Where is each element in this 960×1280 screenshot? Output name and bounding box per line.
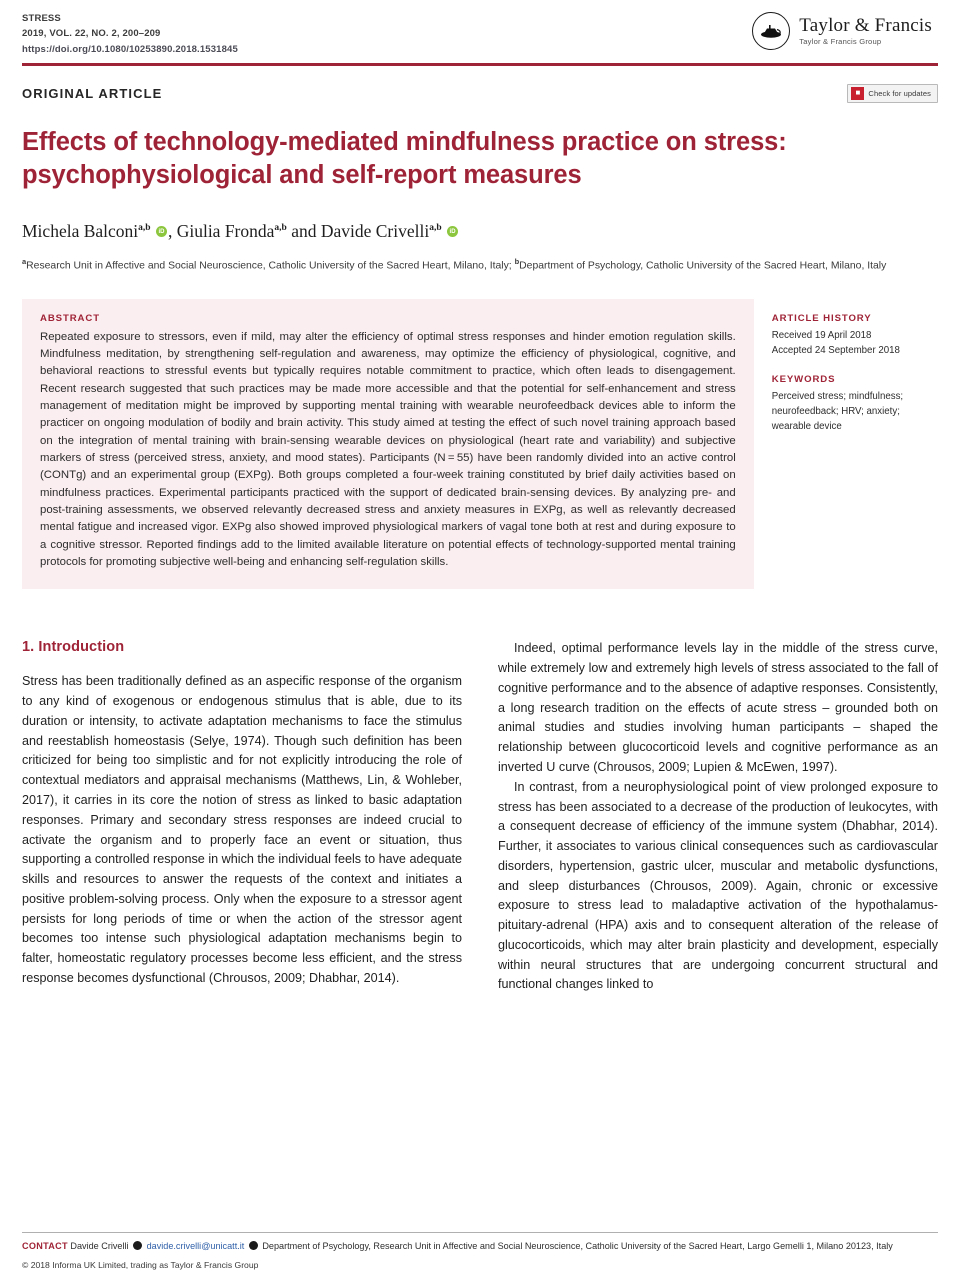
abstract-box <box>22 299 754 590</box>
accepted-date: Accepted 24 September 2018 <box>771 344 900 356</box>
contact-name: Davide Crivelli <box>70 1240 129 1251</box>
affiliations: $^a$Research Unit in Affective and Social Neuroscience, Catholic University of the Sacred Heart, Milano, Italy; $^b$Department of Psychology, Catholic University of the Sacred Heart, Milano, Italy <box>22 256 887 272</box>
article-sidebar <box>754 299 938 590</box>
paragraph: Indeed, optimal performance levels lay in the middle of the stress curve, while extremely low and extremely high levels of stress associated to the fall of cognitive performance and to the absence of adaptive responses. Consistently, a long research tradition on the effects of acute stress – grounded both on animal studies and studies involving human participants – shaped the relationship between glucocorticoid levels and cognitive performance as an inverted U curve (Chrousos, 2009; Lupien & McEwen, 1997). <box>498 641 938 774</box>
envelope-icon <box>133 1241 142 1250</box>
publisher-name: Taylor & Francis <box>799 15 932 37</box>
contact-email[interactable]: davide.crivelli@unicatt.it <box>146 1240 245 1251</box>
article-type-row <box>22 82 938 104</box>
copyright-line: © 2018 Informa UK Limited, trading as Taylor & Francis Group <box>22 1260 259 1270</box>
crossmark-icon <box>851 87 864 100</box>
contact-line <box>22 1239 938 1253</box>
taylor-francis-mark-icon <box>752 12 790 50</box>
abstract-text: Repeated exposure to stressors, even if mild, may alter the efficiency of optimal stress responses and hinder emotion regulation skills. Mindfulness meditation, by strengthening self-regulation and awareness, may optimize the efficiency of physiological, cognitive, and behavioral reactions to stressful events but typically requires notable commitment to practice, which often leads to disengagement. Recent research suggested that such practices may be made more accessible and that the potential for self-enhancement and stress management of meditation might be improved by supporting mental training with wearable neurofeedback devices able to inform the practicer on ongoing modulation of bodily and brain activity. This study aimed at testing the effect of such novel training approach based on the integration of mental training with brain-sensing wearable devices on physiological (heart rate and variability) and subjective markers of stress (perceived stress, anxiety, and mood states). Participants (N = 55) have been randomly divided into an active control (CONTg) and an experimental group (EXPg). Both groups completed a four-week training constituted by brief daily activities based on mindfulness practices. Experimental participants practiced with the support of dedicated brain-sensing devices. By analyzing pre- and post-training assessments, we observed relevantly decreased stress and anxiety measures in EXPg, as well as relevantly decreased mental fatigue and increased vigor. EXPg also showed improved physiological markers of vagal tone both at rest and during exposure to a cognitive stressor. Reported findings add to the limited available literature on potential effects of technology-supported mental training protocols for promoting subjective well-being and enhancing self-regulation skills. <box>40 330 736 569</box>
body-columns <box>22 639 938 1139</box>
paragraph: Stress has been traditionally defined as an aspecific response of the organism to any kind of exogenous or endogenous stimulus that is able, due to its duration or intensity, to activate adaptation mechanisms to face the stimulus and reestablish homeostasis (Selye, 1974). Though such definition has been criticized for being too simplistic and for not explicitly introducing the role of contextual mediators and appraisal mechanisms (Matthews, Lin, & Wohleber, 2017), it carries in its core the notion of stress as linked to basic adaptation responses. Primary and secondary stress responses are indeed crucial to activate the organism and to properly face an event or situation, thus supporting a controlled response in which the individual feels to have adequate skills and resources to answer the requests of the context and initiates a positive problem-solving process. Only when the exposure to a stressor agent persists for long periods of time or when the action of the stressor agent becomes too intense such physiological adaptation mechanisms begin to falter, homeostatic regulatory processes become less efficient, and the stress response becomes dysfunctional (Chrousos, 2009; Dhabhar, 2014). <box>22 674 462 985</box>
crossmark-glyph: ■ <box>855 88 861 98</box>
journal-name: STRESS <box>22 13 61 24</box>
column-left <box>22 639 462 1139</box>
column-right <box>498 639 938 1139</box>
doi-link[interactable]: https://doi.org/10.1080/10253890.2018.1531845 <box>22 43 238 55</box>
contact-label: CONTACT <box>22 1240 68 1251</box>
paragraph: In contrast, from a neurophysiological point of view prolonged exposure to stress has been associated to a decrease of the production of leukocytes, with a consequent decrease of efficiency of the immune system (Dhabhar, 2014). Further, it associates to various clinical consequences such as cardiovascular disorders, hypertension, gastric ulcer, muscular and metabolic dysfunctions, and sleep disturbances (Chrousos, 2009). Again, chronic or excessive exposure to stress lead to maladaptive activation of the hypothalamus-pituitary-adrenal (HPA) axis and to consequent alteration of the release of glucocorticoids, which may alter brain plasticity and development, especially within neural structures that are undergoing concurrent structural and functional changes linked to <box>498 779 938 992</box>
crossmark-label: Check for updates <box>868 88 931 98</box>
received-date: Received 19 April 2018 <box>771 329 872 341</box>
contact-address: Department of Psychology, Research Unit in Affective and Social Neuroscience, Catholic University of the Sacred Heart, Largo Gemelli 1, Milano 20123, Italy <box>262 1240 893 1251</box>
institution-icon <box>249 1241 258 1250</box>
journal-meta <box>22 11 238 57</box>
article-history-label: ARTICLE HISTORY <box>771 312 872 324</box>
keywords-text: Perceived stress; mindfulness; neurofeedback; HRV; anxiety; wearable device <box>771 391 904 432</box>
keywords-block <box>772 374 930 434</box>
page-footer <box>22 1232 938 1270</box>
author-list: Michela Balconi$^{a,b}$ iD , Giulia Fronda$^{a,b}$ and Davide Crivelli$^{a,b}$ iD <box>22 219 938 244</box>
keywords-label: KEYWORDS <box>771 374 836 386</box>
article-history-block <box>772 313 930 358</box>
article-type-label: ORIGINAL ARTICLE <box>22 85 163 101</box>
publisher-logo <box>752 11 938 50</box>
publisher-subtitle: Taylor & Francis Group <box>799 36 882 46</box>
masthead <box>22 0 938 57</box>
publisher-wordmark <box>799 16 932 46</box>
masthead-rule <box>22 63 938 66</box>
abstract-label: ABSTRACT <box>40 312 100 324</box>
crossmark-badge[interactable] <box>847 84 938 103</box>
section-heading-introduction: 1. Introduction <box>22 639 125 656</box>
abstract-band <box>22 299 938 590</box>
journal-issue: 2019, VOL. 22, NO. 2, 200–209 <box>22 28 161 40</box>
footer-divider <box>22 1232 938 1233</box>
page-title: Effects of technology-mediated mindfulness practice on stress: psychophysiological and self-report measures <box>22 128 787 189</box>
